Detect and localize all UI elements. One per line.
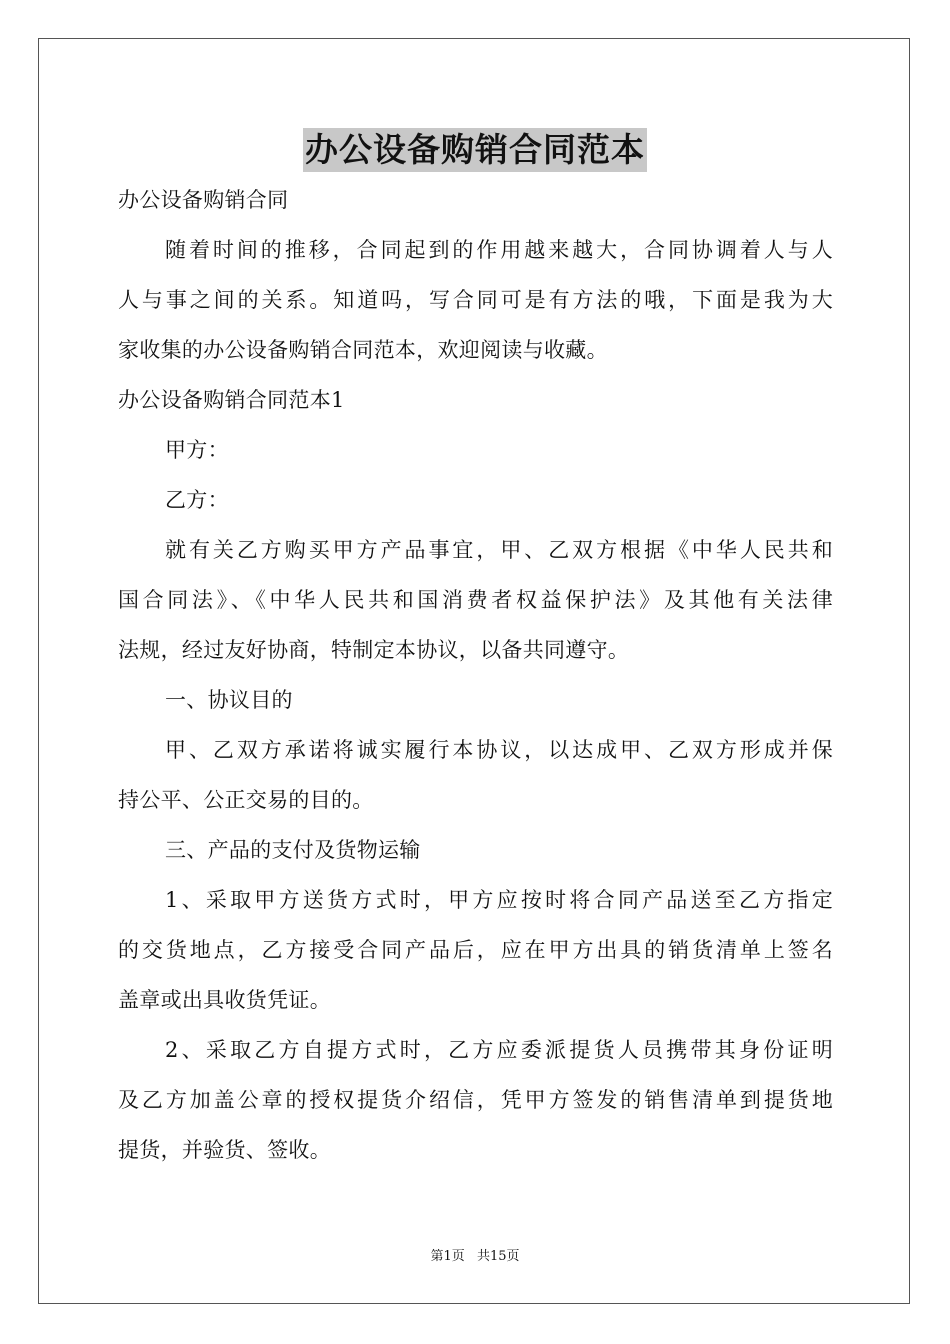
page-number: 第1页 (430, 1249, 465, 1264)
clause-heading: 三、产品的支付及货物运输 (165, 838, 421, 862)
paragraph-line: 持公平、公正交易的目的。 (118, 788, 374, 812)
paragraph-line: 甲、乙双方承诺将诚实履行本协议，以达成甲、乙双方形成并保 (165, 738, 833, 762)
paragraph-line: 2、采取乙方自提方式时，乙方应委派提货人员携带其身份证明 (165, 1038, 833, 1062)
paragraph-line: 提货，并验货、签收。 (118, 1138, 331, 1162)
paragraph-line: 的交货地点，乙方接受合同产品后，应在甲方出具的销货清单上签名 (118, 938, 833, 962)
paragraph-line: 1、采取甲方送货方式时，甲方应按时将合同产品送至乙方指定 (165, 888, 833, 912)
paragraph-line: 盖章或出具收货凭证。 (118, 988, 331, 1012)
paragraph-line: 就有关乙方购买甲方产品事宜，甲、乙双方根据《中华人民共和 (165, 538, 833, 562)
paragraph-line: 随着时间的推移，合同起到的作用越来越大，合同协调着人与人 (165, 238, 833, 262)
heading-contract: 办公设备购销合同 (118, 188, 289, 212)
document-title: 办公设备购销合同范本 (303, 128, 647, 172)
party-a-label: 甲方： (165, 438, 229, 462)
party-b-label: 乙方： (165, 488, 229, 512)
section-heading: 办公设备购销合同范本1 (118, 388, 345, 412)
paragraph-line: 国合同法》、《中华人民共和国消费者权益保护法》及其他有关法律 (118, 588, 833, 612)
clause-heading: 一、协议目的 (165, 688, 293, 712)
page-footer (0, 1248, 950, 1266)
paragraph-line: 法规，经过友好协商，特制定本协议，以备共同遵守。 (118, 638, 630, 662)
title-container (0, 128, 950, 172)
paragraph-line: 及乙方加盖公章的授权提货介绍信，凭甲方签发的销售清单到提货地 (118, 1088, 833, 1112)
page-border (38, 38, 910, 1304)
page-total: 共15页 (476, 1249, 520, 1264)
paragraph-line: 家收集的办公设备购销合同范本，欢迎阅读与收藏。 (118, 338, 608, 362)
paragraph-line: 人与事之间的关系。知道吗，写合同可是有方法的哦，下面是我为大 (118, 288, 833, 312)
